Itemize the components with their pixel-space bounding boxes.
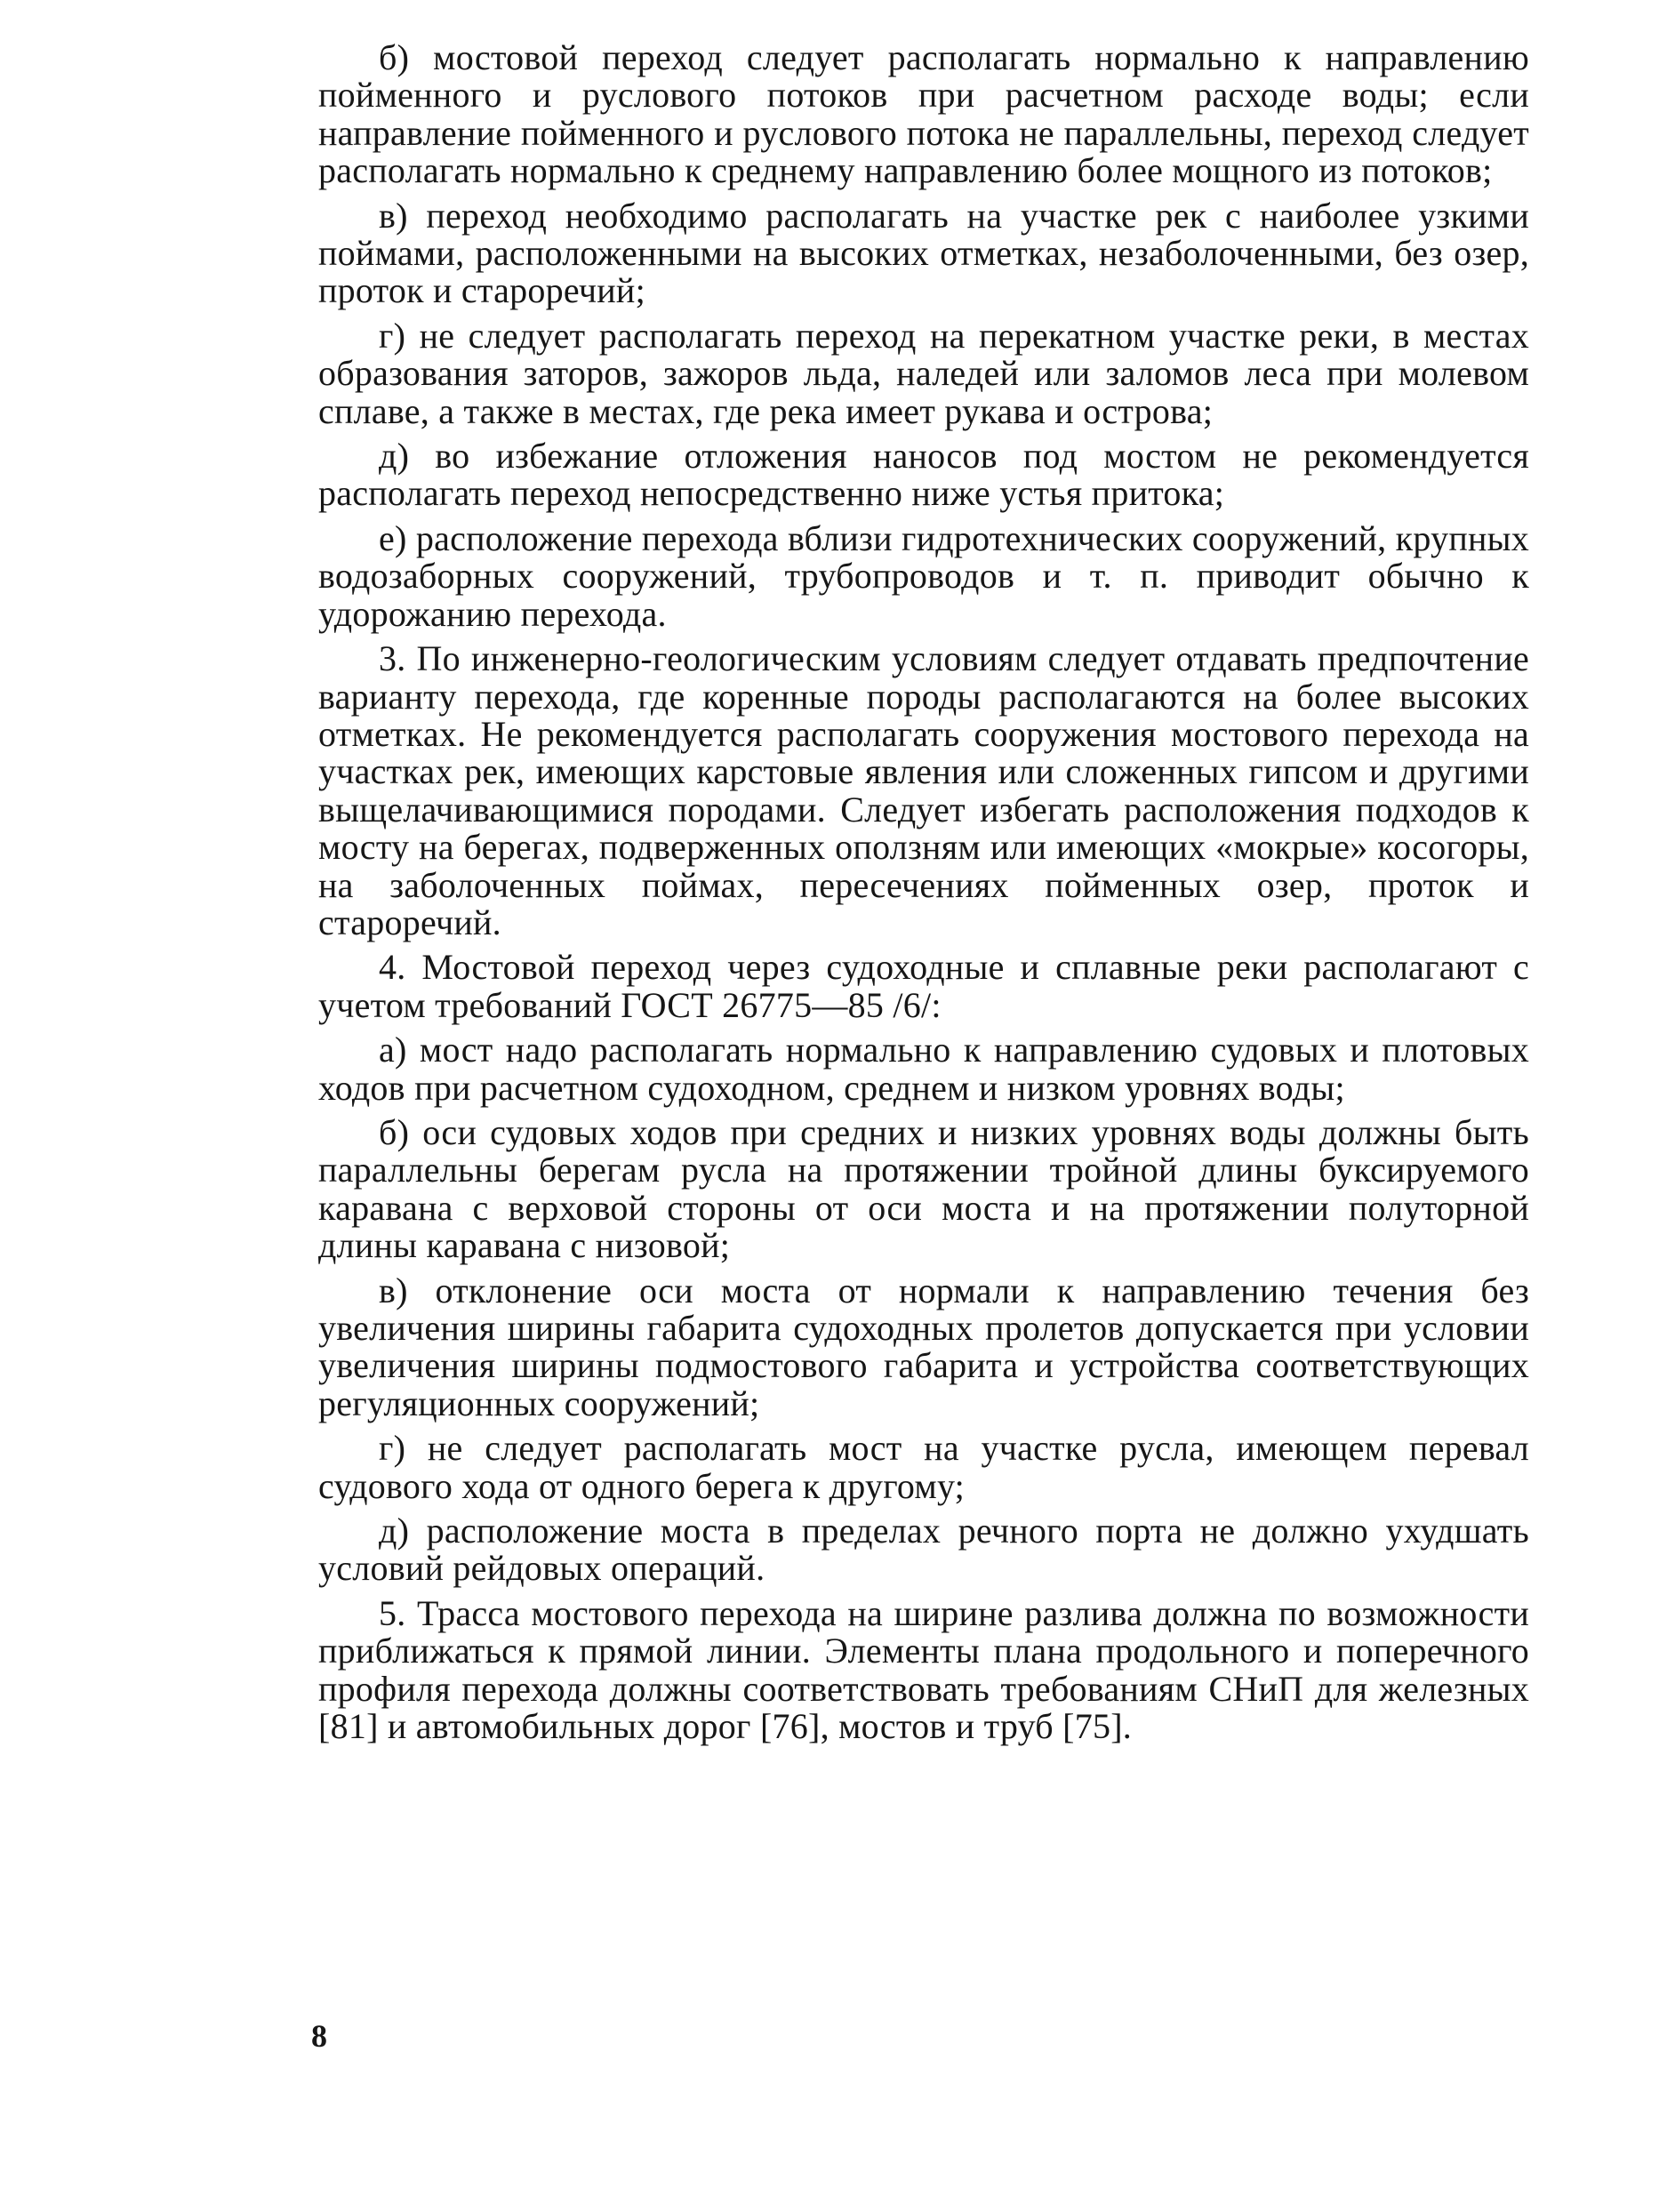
paragraph-d-tributary-mouth: д) во избежание отложения наносов под мостом не рекомендуется располагать переход непосредственно ниже устья притока;: [318, 436, 1529, 514]
paragraph-d-river-port: д) расположение моста в пределах речного порта не должно ухудшать условий рейдовых операций.: [318, 1511, 1529, 1589]
paragraph-5-route-alignment: 5. Трасса мостового перехода на ширине разлива должна по возможности приближаться к прямой линии. Элементы плана продольного и поперечного профиля перехода должны соответствовать требованиям СНиП для железных [81] и автомобильных дорог [76], мостов и труб [75].: [318, 1592, 1529, 1747]
page-body: [318, 39, 1529, 1752]
paragraph-e-hydraulic-structures: е) расположение перехода вблизи гидротехнических сооружений, крупных водозаборных сооружений, трубопроводов и т. п. приводит обычно к удорожанию перехода.: [318, 517, 1529, 634]
paragraph-b-channel-axes: б) оси судовых ходов при средних и низких уровнях воды должны быть параллельны берегам русла на протяжении тройной длины буксируемого каравана с верховой стороны от оси моста и на протяжении полуторной длины каравана с низовой;: [318, 1111, 1529, 1266]
paragraph-v-narrow-floodplains: в) переход необходимо располагать на участке рек с наиболее узкими поймами, расположенными на высоких отметках, незаболоченными, без озер, проток и староречий;: [318, 195, 1529, 311]
paragraph-4-navigable-rivers: 4. Мостовой переход через судоходные и сплавные реки располагают с учетом требований ГОСТ 26775—85 /6/:: [318, 947, 1529, 1025]
paragraph-g-channel-crossover: г) не следует располагать мост на участке русла, имеющем перевал судового хода от одного берега к другому;: [318, 1428, 1529, 1506]
paragraph-g-avoid-rifts: г) не следует располагать переход на перекатном участке реки, в местах образования заторов, зажоров льда, наледей или заломов леса при молевом сплаве, а также в местах, где река имеет рукава и острова;: [318, 315, 1529, 431]
paragraph-b-normal-to-flows: б) мостовой переход следует располагать нормально к направлению пойменного и руслового потоков при расчетном расходе воды; если направление пойменного и руслового потока не параллельны, переход следует располагать нормально к среднему направлению более мощного из потоков;: [318, 37, 1529, 191]
page-number: 8: [311, 2018, 327, 2054]
paragraph-a-ship-routes: а) мост надо располагать нормально к направлению судовых и плотовых ходов при расчетном судоходном, среднем и низком уровнях воды;: [318, 1030, 1529, 1108]
paragraph-3-geology: 3. По инженерно-геологическим условиям следует отдавать предпочтение варианту перехода, где коренные породы располагаются на более высоких отметках. Не рекомендуется располагать сооружения мостового перехода на участках рек, имеющих карстовые явления или сложенных гипсом и другими выщелачивающимися породами. Следует избегать расположения подходов к мосту на берегах, подверженных оползням или имеющих «мокрые» косогоры, на заболоченных поймах, пересечениях пойменных озер, проток и староречий.: [318, 638, 1529, 942]
paragraph-v-axis-deviation: в) отклонение оси моста от нормали к направлению течения без увеличения ширины габарита судоходных пролетов допускается при условии увеличения ширины подмостового габарита и устройства соответствующих регуляционных сооружений;: [318, 1270, 1529, 1423]
